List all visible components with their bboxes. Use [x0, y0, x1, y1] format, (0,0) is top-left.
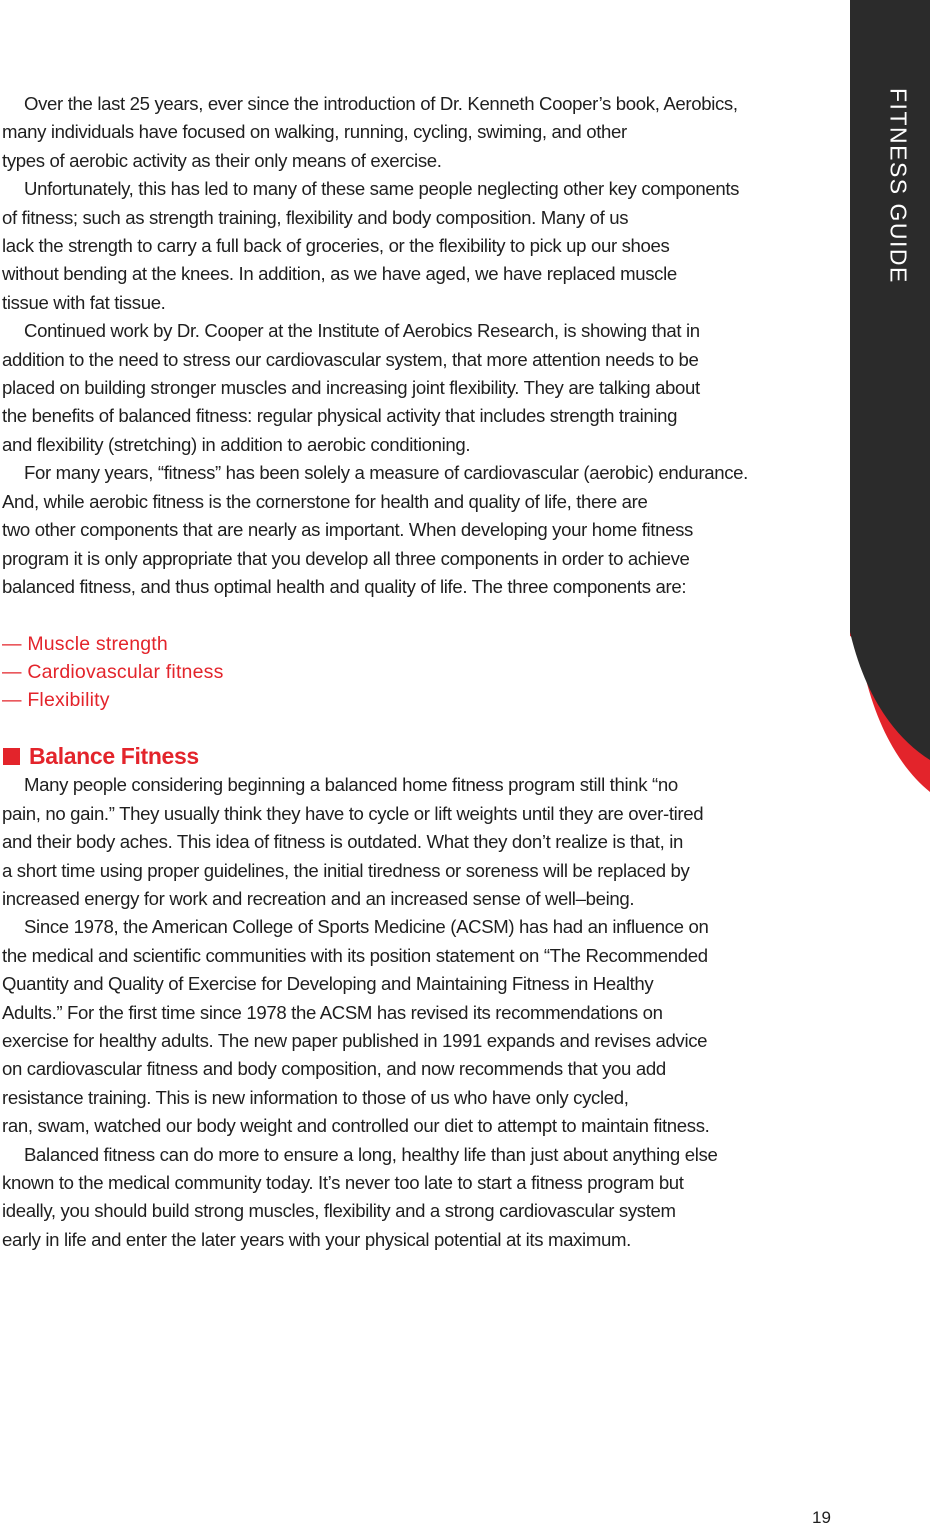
text-line: exercise for healthy adults. The new paper published in 1991 expands and revises advice: [2, 1029, 708, 1051]
text-line: tissue with fat tissue.: [2, 291, 166, 313]
intro-paragraph: [2, 459, 852, 601]
components-list: [2, 630, 852, 715]
section-title: Balance Fitness: [29, 743, 199, 770]
text-line: Balanced fitness can do more to ensure a long, healthy life than just about anything else: [24, 1143, 718, 1165]
text-line: and their body aches. This idea of fitness is outdated. What they don’t realize is that, in: [2, 831, 683, 853]
text-line: And, while aerobic fitness is the cornerstone for health and quality of life, there are: [2, 490, 648, 512]
section-heading: [2, 741, 852, 771]
text-line: pain, no gain.” They usually think they have to cycle or lift weights until they are over-tired: [2, 802, 704, 824]
text-line: Since 1978, the American College of Sports Medicine (ACSM) has had an influence on: [24, 916, 709, 938]
text-line: ideally, you should build strong muscles, flexibility and a strong cardiovascular system: [2, 1200, 676, 1222]
text-line: Adults.” For the first time since 1978 the ACSM has revised its recommendations on: [2, 1001, 663, 1023]
text-line: Many people considering beginning a balanced home fitness program still think “no: [24, 774, 678, 796]
text-line: the benefits of balanced fitness: regular physical activity that includes strength training: [2, 405, 678, 427]
section-paragraph: [2, 913, 852, 1140]
section-paragraph: [2, 771, 852, 913]
text-line: addition to the need to stress our cardiovascular system, that more attention needs to be: [2, 348, 699, 370]
section-paragraph: [2, 1141, 852, 1255]
text-line: Quantity and Quality of Exercise for Developing and Maintaining Fitness in Healthy: [2, 973, 654, 995]
text-line: known to the medical community today. It’s never too late to start a fitness program but: [2, 1172, 684, 1193]
square-bullet-icon: [3, 748, 20, 765]
list-item: — Cardiovascular fitness: [2, 660, 224, 683]
intro-paragraph: [2, 317, 852, 459]
text-line: program it is only appropriate that you develop all three components in order to achieve: [2, 547, 690, 569]
text-line: Continued work by Dr. Cooper at the Institute of Aerobics Research, is showing that in: [24, 320, 700, 342]
text-line: resistance training. This is new information to those of us who have only cycled,: [2, 1086, 629, 1108]
text-line: of fitness; such as strength training, flexibility and body composition. Many of us: [2, 206, 629, 228]
text-line: without bending at the knees. In addition, as we have aged, we have replaced muscle: [2, 263, 677, 285]
text-line: For many years, “fitness” has been solely a measure of cardiovascular (aerobic) endurance.: [24, 462, 748, 484]
sidebar-tab-label: FITNESS GUIDE: [885, 88, 912, 284]
text-line: Unfortunately, this has led to many of these same people neglecting other key components: [24, 178, 740, 200]
text-line: the medical and scientific communities with its position statement on “The Recommended: [2, 944, 708, 966]
text-line: two other components that are nearly as important. When developing your home fitness: [2, 519, 693, 541]
text-line: increased energy for work and recreation and an increased sense of well–being.: [2, 887, 635, 909]
intro-paragraph: [2, 175, 852, 317]
text-line: placed on building stronger muscles and increasing joint flexibility. They are talking about: [2, 377, 700, 399]
text-line: a short time using proper guidelines, the initial tiredness or soreness will be replaced by: [2, 859, 690, 881]
text-line: and flexibility (stretching) in addition to aerobic conditioning.: [2, 433, 471, 455]
text-line: types of aerobic activity as their only means of exercise.: [2, 149, 442, 171]
text-line: balanced fitness, and thus optimal health and quality of life. The three components are:: [2, 575, 687, 597]
text-line: many individuals have focused on walking, running, cycling, swiming, and other: [2, 121, 627, 143]
text-line: ran, swam, watched our body weight and controlled our diet to attempt to maintain fitness.: [2, 1115, 710, 1137]
list-item: — Muscle strength: [2, 632, 168, 655]
text-line: on cardiovascular fitness and body composition, and now recommends that you add: [2, 1058, 666, 1080]
list-item: — Flexibility: [2, 689, 110, 712]
text-line: Over the last 25 years, ever since the introduction of Dr. Kenneth Cooper’s book, Aerobics,: [24, 93, 738, 114]
intro-paragraph: [2, 90, 852, 175]
page-number: 19: [812, 1508, 831, 1527]
text-line: early in life and enter the later years with your physical potential at its maximum.: [2, 1228, 631, 1250]
page-body: [2, 90, 852, 1254]
text-line: lack the strength to carry a full back of groceries, or the flexibility to pick up our shoes: [2, 235, 670, 257]
